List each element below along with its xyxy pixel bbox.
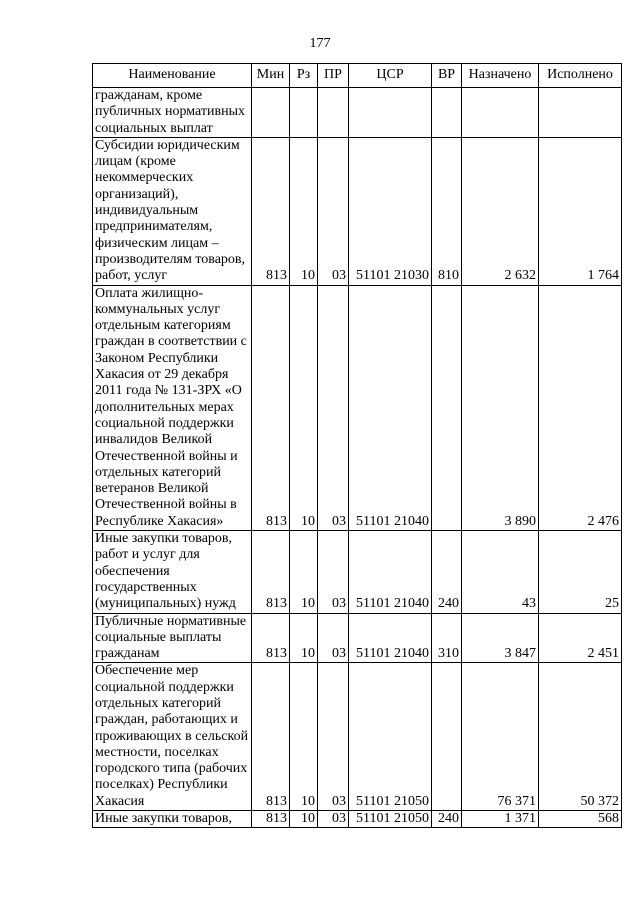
row-csr: 51101 21040 (349, 531, 432, 613)
row-rz: 10 (290, 663, 318, 811)
row-vr (432, 88, 462, 138)
row-executed: 2 451 (539, 613, 622, 663)
row-name: Субсидии юридическим лицам (кроме некоммерческих организаций), индивидуальным предпринимателям, физическим лицам – производителям товаров, работ, услуг (93, 137, 252, 285)
column-header-executed: Исполнено (539, 64, 622, 88)
row-csr: 51101 21030 (349, 137, 432, 285)
page-number: 177 (309, 36, 331, 51)
table-row (93, 811, 622, 828)
row-min: 813 (252, 613, 290, 663)
row-executed: 2 476 (539, 285, 622, 530)
column-header-vr: ВР (432, 64, 462, 88)
row-pr: 03 (318, 531, 349, 613)
row-assigned: 76 371 (462, 663, 539, 811)
row-executed: 1 764 (539, 137, 622, 285)
table-row (93, 285, 622, 530)
budget-table (92, 63, 622, 828)
row-min: 813 (252, 137, 290, 285)
row-rz: 10 (290, 531, 318, 613)
row-vr (432, 285, 462, 530)
column-header-assigned: Назначено (462, 64, 539, 88)
row-executed: 25 (539, 531, 622, 613)
row-assigned: 2 632 (462, 137, 539, 285)
row-pr: 03 (318, 811, 349, 828)
row-assigned: 3 890 (462, 285, 539, 530)
row-assigned: 1 371 (462, 811, 539, 828)
row-assigned: 43 (462, 531, 539, 613)
table-header-row (93, 64, 622, 88)
column-header-rz: Рз (290, 64, 318, 88)
row-pr: 03 (318, 285, 349, 530)
row-pr: 03 (318, 663, 349, 811)
row-vr: 240 (432, 811, 462, 828)
row-vr: 240 (432, 531, 462, 613)
row-name: Оплата жилищно-коммунальных услуг отдельным категориям граждан в соответствии с Законом Республики Хакасия от 29 декабря 2011 года № 131-ЗРХ «О дополнительных мерах социальной поддержки инвалидов Великой Отечественной войны и отдельных категорий ветеранов Великой Отечественной войны в Республике Хакасия» (93, 285, 252, 530)
row-csr: 51101 21040 (349, 613, 432, 663)
column-header-min: Мин (252, 64, 290, 88)
row-name: Публичные нормативные социальные выплаты гражданам (93, 613, 252, 663)
row-csr (349, 88, 432, 138)
table-row (93, 613, 622, 663)
row-executed: 568 (539, 811, 622, 828)
table-row (93, 88, 622, 138)
row-executed (539, 88, 622, 138)
row-name: Иные закупки товаров, работ и услуг для обеспечения государственных (муниципальных) нужд (93, 531, 252, 613)
table-row (93, 137, 622, 285)
row-pr (318, 88, 349, 138)
row-vr (432, 663, 462, 811)
row-min: 813 (252, 811, 290, 828)
row-name: Иные закупки товаров, (93, 811, 252, 828)
row-name: Обеспечение мер социальной поддержки отдельных категорий граждан, работающих и проживающих в сельской местности, поселках городского типа (рабочих поселках) Республики Хакасия (93, 663, 252, 811)
row-assigned (462, 88, 539, 138)
row-min: 813 (252, 663, 290, 811)
row-min: 813 (252, 285, 290, 530)
row-min: 813 (252, 531, 290, 613)
row-pr: 03 (318, 137, 349, 285)
column-header-csr: ЦСР (349, 64, 432, 88)
row-csr: 51101 21050 (349, 811, 432, 828)
row-rz: 10 (290, 811, 318, 828)
row-vr: 810 (432, 137, 462, 285)
row-min (252, 88, 290, 138)
row-rz (290, 88, 318, 138)
table-row (93, 663, 622, 811)
row-name: гражданам, кроме публичных нормативных социальных выплат (93, 88, 252, 138)
column-header-pr: ПР (318, 64, 349, 88)
row-rz: 10 (290, 285, 318, 530)
row-pr: 03 (318, 613, 349, 663)
row-csr: 51101 21050 (349, 663, 432, 811)
table-row (93, 531, 622, 613)
row-vr: 310 (432, 613, 462, 663)
row-rz: 10 (290, 613, 318, 663)
row-executed: 50 372 (539, 663, 622, 811)
row-rz: 10 (290, 137, 318, 285)
column-header-name: Наименование (93, 64, 252, 88)
row-assigned: 3 847 (462, 613, 539, 663)
row-csr: 51101 21040 (349, 285, 432, 530)
